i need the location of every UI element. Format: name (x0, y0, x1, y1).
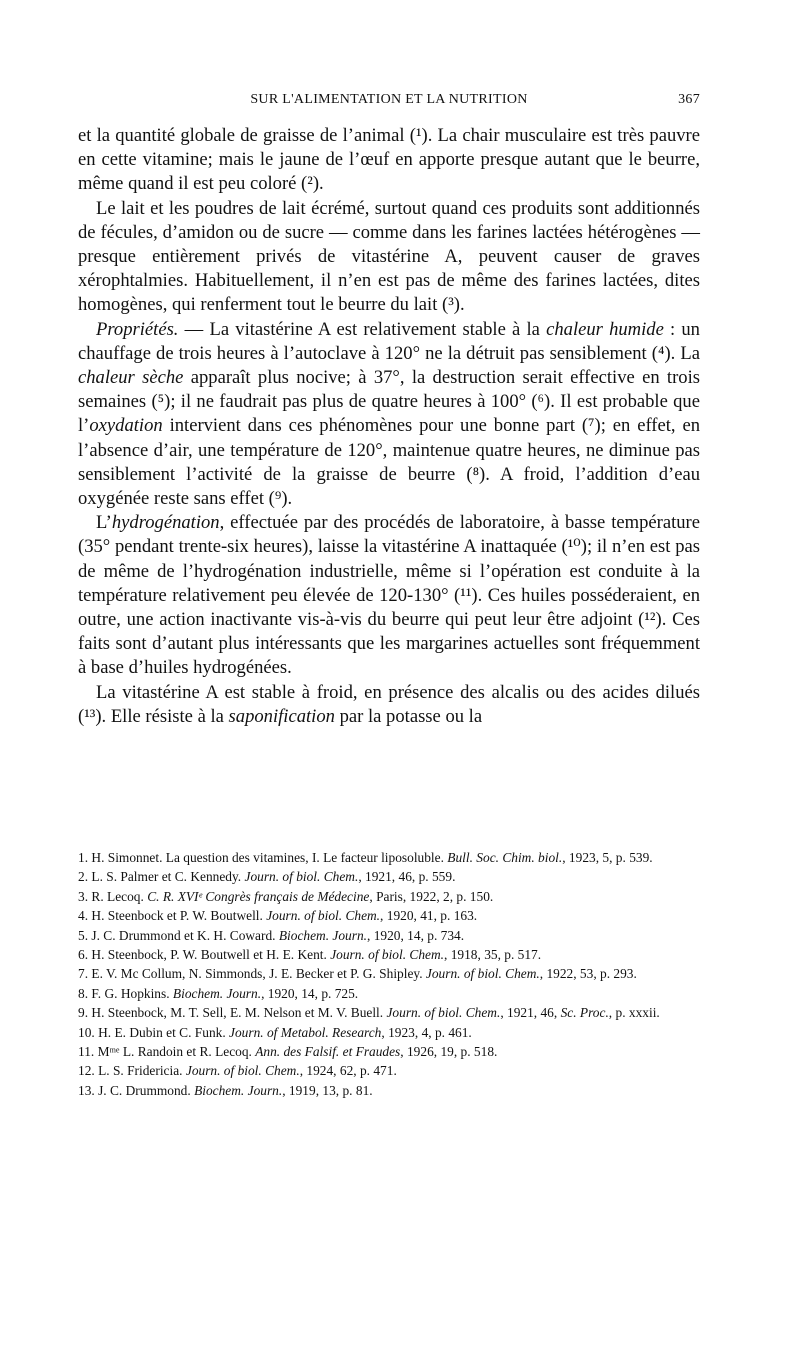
footnote-text: , 1919, 13, p. 81. (282, 1082, 373, 1098)
footnote (78, 906, 700, 925)
footnote-text: H. Steenbock et P. W. Boutwell. (88, 908, 267, 924)
footnote-text: Journ. of Metabol. Research (229, 1024, 382, 1040)
footnote-text: , Paris, 1922, 2, p. 150. (369, 888, 494, 904)
footnote-text: Journ. of biol. Chem. (330, 947, 445, 963)
footnote-text: Journ. of biol. Chem. (244, 869, 359, 885)
body-text (78, 124, 700, 729)
footnote (78, 1003, 700, 1022)
footnote-text: Bull. Soc. Chim. biol. (447, 850, 563, 865)
footnote-text: , 1923, 4, p. 461. (381, 1024, 472, 1040)
paragraph-2: Le lait et les poudres de lait écrémé, surtout quand ces produits sont additionnés de fécules, d’amidon ou de sucre — comme dans les farines lactées hétérogènes — presque entièrement privés de vitastérine A, peuvent causer de graves xérophtalmies. Habituellement, il n’en est pas de même des farines lactées, dites homogènes, qui renferment tout le beurre du lait (³). (78, 197, 700, 316)
footnote-text: J. C. Drummond et K. H. Coward. (88, 927, 279, 943)
footnote (78, 926, 700, 945)
text-run: La vitastérine A est stable à froid, en présence des alcalis ou des acides dilués (¹³). Elle résiste à la (78, 681, 700, 727)
text-run: par la potasse ou la (334, 705, 483, 727)
footnote-number: 3. (78, 888, 89, 904)
footnote-number: 11. (78, 1044, 95, 1060)
text-run: Propriétés. (96, 318, 179, 340)
footnote-text: J. C. Drummond. (94, 1082, 195, 1098)
text-run: — La vitastérine A est relativement stable à la (178, 318, 547, 340)
footnote (78, 867, 700, 886)
text-run: chaleur sèche (78, 367, 184, 389)
paragraph-3 (78, 318, 700, 512)
footnote-text: L. S. Palmer et C. Kennedy. (88, 869, 245, 885)
footnote-text: , 1924, 62, p. 471. (299, 1063, 397, 1079)
text-run: apparaît plus nocive; à 37°, la destruction serait effective en trois semaines (⁵); il ne faudrait pas plus de quatre heures à 100° (⁶). Il est probable que l’ (78, 367, 700, 437)
footnote-text: H. E. Dubin et C. Funk. (94, 1024, 230, 1040)
footnotes (78, 848, 700, 1100)
footnote-text: Journ. of biol. Chem. (425, 966, 540, 982)
footnote-number: 8. (78, 985, 89, 1001)
footnote (78, 964, 700, 983)
footnote-text: Ann. des Falsif. et Fraudes (255, 1044, 401, 1060)
footnote-text: , 1920, 41, p. 163. (380, 908, 478, 924)
footnote-text: H. Simonnet. La question des vitamines, I. Le facteur liposoluble. (88, 850, 448, 865)
footnote-text: , 1922, 53, p. 293. (539, 966, 637, 982)
footnote-text: Journ. of biol. Chem. (386, 1005, 501, 1021)
page-number: 367 (678, 92, 700, 107)
footnote-text: , 1923, 5, p. 539. (562, 850, 653, 865)
footnote-text: Mᵐᵉ L. Randoin et R. Lecoq. (94, 1044, 256, 1060)
footnote-text: R. Lecoq. (88, 888, 148, 904)
footnote-text: Journ. of biol. Chem. (266, 908, 381, 924)
running-title: SUR L'ALIMENTATION ET LA NUTRITION (250, 92, 528, 107)
text-run: saponification (228, 705, 335, 727)
footnote-number: 6. (78, 947, 89, 963)
footnote-text: Biochem. Journ. (278, 927, 367, 943)
text-run: chaleur humide (546, 318, 664, 340)
footnote-text: E. V. Mc Collum, N. Simmonds, J. E. Becker et P. G. Shipley. (88, 966, 426, 982)
footnote (78, 1061, 700, 1080)
footnote-number: 5. (78, 927, 89, 943)
text-run: intervient dans ces phénomènes pour une bonne part (⁷); en effet, en l’absence d’air, une température de 120°, maintenue quatre heures, ne diminue pas sensiblement l’activité de la graisse de beurre (⁸). A froid, l’addition d’eau oxygénée reste sans effet (⁹). (78, 415, 700, 510)
footnote (78, 887, 700, 906)
footnote-text: , p. xxxii. (608, 1005, 660, 1021)
footnote-number: 10. (78, 1024, 95, 1040)
footnote (78, 848, 700, 867)
text-run: L’ (96, 512, 112, 534)
footnote-number: 2. (78, 869, 89, 885)
footnote-number: 12. (78, 1063, 95, 1079)
footnote (78, 1023, 700, 1042)
footnote-text: L. S. Fridericia. (94, 1063, 186, 1079)
footnote-number: 9. (78, 1005, 89, 1021)
footnote-number: 1. (78, 850, 89, 865)
text-run: : un chauffage de trois heures à l’autoclave à 120° ne la détruit pas sensiblement (⁴). La (78, 318, 700, 364)
footnote-number: 4. (78, 908, 89, 924)
footnote-text: , 1926, 19, p. 518. (400, 1044, 498, 1060)
footnote-text: , 1918, 35, p. 517. (444, 947, 542, 963)
paragraph-4 (78, 511, 700, 680)
footnote-text: C. R. XVIᵉ Congrès français de Médecine (147, 888, 370, 904)
paragraph-1: et la quantité globale de graisse de l’animal (¹). La chair musculaire est très pauvre en cette vitamine; mais le jaune de l’œuf en apporte presque autant que le beurre, même quand il est peu coloré (²). (78, 125, 700, 195)
running-head (78, 92, 700, 114)
footnote-text: H. Steenbock, P. W. Boutwell et H. E. Kent. (88, 947, 331, 963)
footnote (78, 945, 700, 964)
text-run: hydrogénation (111, 512, 220, 534)
footnote-number: 7. (78, 966, 89, 982)
footnote-text: , 1920, 14, p. 734. (367, 927, 465, 943)
footnote-text: F. G. Hopkins. (88, 985, 173, 1001)
footnote (78, 984, 700, 1003)
footnote-text: Journ. of biol. Chem. (185, 1063, 300, 1079)
footnote-text: Biochem. Journ. (194, 1082, 283, 1098)
footnote-number: 13. (78, 1082, 95, 1098)
text-run: , effectuée par des procédés de laboratoire, à basse température (35° pendant trente-six heures), laisse la vitastérine A inattaquée (¹⁰); il n’en est pas de même de l’hydrogénation industrielle, même si l’opération est conduite à la température relativement peu élevée de 120-130° (¹¹). Ces huiles posséderaient, en outre, une action inactivante vis-à-vis du beurre qui peut leur être adjoint (¹²). Ces faits sont d’autant plus intéressants que les margarines actuelles sont fréquemment à base d’huiles hydrogénées. (78, 512, 700, 679)
footnote-text: , 1921, 46, (500, 1005, 561, 1021)
footnote-text: H. Steenbock, M. T. Sell, E. M. Nelson et M. V. Buell. (88, 1005, 387, 1021)
footnote (78, 1081, 700, 1100)
text-run: oxydation (89, 415, 163, 437)
footnote-text: , 1920, 14, p. 725. (261, 985, 359, 1001)
footnote (78, 1042, 700, 1061)
footnote-text: , 1921, 46, p. 559. (358, 869, 456, 885)
footnote-text: Biochem. Journ. (172, 985, 262, 1001)
footnote-text: Sc. Proc. (560, 1005, 609, 1021)
paragraph-5 (78, 681, 700, 729)
